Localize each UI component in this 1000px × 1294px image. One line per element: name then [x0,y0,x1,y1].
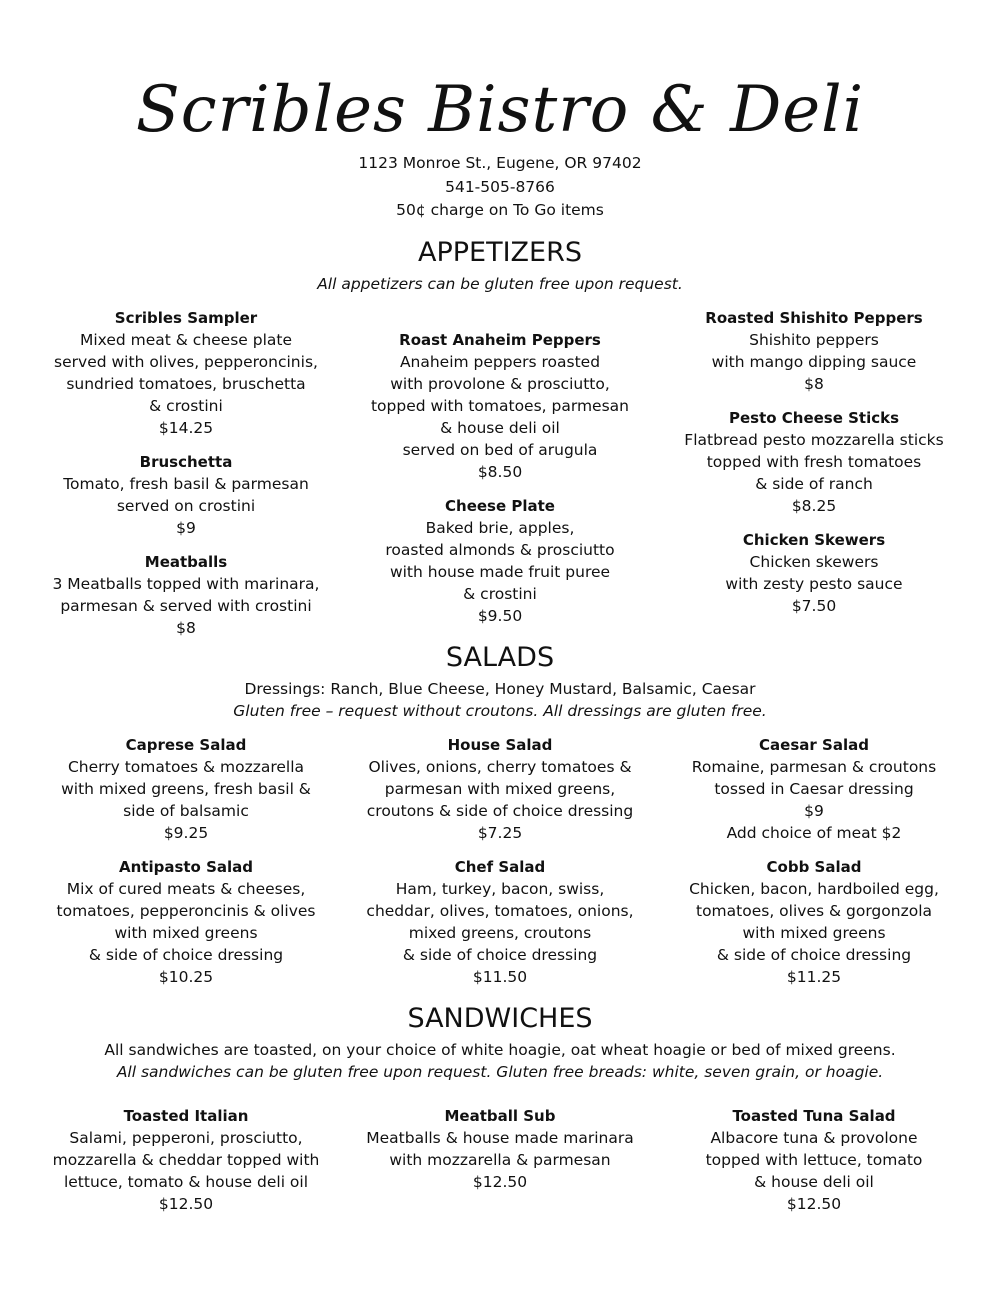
menu-item-price: $8.50 [477,463,523,481]
menu-item-name: Bruschetta [139,453,233,471]
sandwiches-description: All sandwiches are toasted, on your choice of white hoagie, oat wheat hoagie or bed of mixed greens. [104,1041,896,1059]
menu-item-description: with mixed greens [114,924,258,942]
menu-item [664,407,964,517]
menu-item-price: $12.50 [786,1195,842,1213]
togo-note: 50¢ charge on To Go items [396,201,604,219]
salads-heading: SALADS [445,642,555,673]
menu-item-name: Cobb Salad [766,858,862,876]
menu-item [36,451,336,539]
menu-item [350,1105,650,1193]
menu-item-name: Caesar Salad [759,736,869,754]
menu-item-name: Roasted Shishito Peppers [705,309,923,327]
phone: 541-505-8766 [445,178,555,196]
menu-item-description: with mixed greens [742,924,886,942]
menu-item-price: $7.50 [791,597,837,615]
menu-item-description: parmesan & served with crostini [60,597,312,615]
menu-item-description: with mango dipping sauce [711,353,917,371]
menu-item-description: Olives, onions, cherry tomatoes & [368,758,632,776]
menu-item [36,856,336,988]
menu-item-name: Meatballs [144,553,228,571]
appetizers-column-1 [36,307,336,639]
menu-item-price: $14.25 [158,419,214,437]
menu-item-description: Chicken skewers [749,553,879,571]
menu-item [664,307,964,395]
menu-item-description: Mix of cured meats & cheeses, [66,880,306,898]
sandwiches-column-1 [36,1105,336,1215]
menu-item-description: sundried tomatoes, bruschetta [66,375,306,393]
menu-item-description: with provolone & prosciutto, [390,375,610,393]
menu-item-description: & side of choice dressing [716,946,912,964]
menu-item-description: cheddar, olives, tomatoes, onions, [366,902,634,920]
menu-item-description: Romaine, parmesan & croutons [691,758,937,776]
menu-item-description: side of balsamic [123,802,249,820]
menu-item-description: Meatballs & house made marinara [366,1129,634,1147]
menu-item [36,307,336,439]
salads-note: Gluten free – request without croutons. All dressings are gluten free. [233,702,767,720]
menu-item-name: Toasted Tuna Salad [732,1107,896,1125]
menu-item-name: Scribles Sampler [114,309,258,327]
menu-item-description: Cherry tomatoes & mozzarella [67,758,305,776]
menu-item-name: Roast Anaheim Peppers [399,331,601,349]
menu-item-price: $8.25 [791,497,837,515]
menu-item-description: & side of choice dressing [402,946,598,964]
appetizers-note: All appetizers can be gluten free upon request. [317,275,683,293]
menu-item-description: parmesan with mixed greens, [384,780,616,798]
menu-item-description: Ham, turkey, bacon, swiss, [395,880,605,898]
menu-item-description: tomatoes, pepperoncinis & olives [56,902,316,920]
menu-item-description: mozzarella & cheddar topped with [52,1151,320,1169]
menu-item [350,734,650,844]
menu-item-description: & crostini [463,585,537,603]
menu-item-description: & crostini [149,397,223,415]
menu-item-description: roasted almonds & prosciutto [385,541,615,559]
menu-item-name: House Salad [447,736,553,754]
menu-item-name: Chicken Skewers [742,531,886,549]
menu-item-price: $10.25 [158,968,214,986]
sandwiches-note: All sandwiches can be gluten free upon request. Gluten free breads: white, seven grain, or hoagie. [116,1063,884,1081]
menu-item-description: & side of choice dressing [88,946,284,964]
salads-column-3 [664,734,964,988]
menu-item-description: 3 Meatballs topped with marinara, [52,575,320,593]
menu-item-price: $11.50 [472,968,528,986]
menu-item-name: Cheese Plate [445,497,555,515]
sandwiches-column-3 [664,1105,964,1215]
menu-item-price: Add choice of meat $2 [726,824,902,842]
restaurant-title: Scribles Bistro & Deli [135,73,865,147]
menu-item-price: $12.50 [158,1195,214,1213]
menu-item-description: Chicken, bacon, hardboiled egg, [689,880,939,898]
menu-item-name: Antipasto Salad [118,858,253,876]
address: 1123 Monroe St., Eugene, OR 97402 [358,154,642,172]
menu-item-description: topped with fresh tomatoes [706,453,922,471]
menu-item-description: served on crostini [116,497,256,515]
menu-item-price: $8 [804,375,824,393]
menu-item-description: Salami, pepperoni, prosciutto, [69,1129,303,1147]
menu-item-name: Caprese Salad [125,736,247,754]
menu-item-price: $8 [176,619,196,637]
sandwiches-column-2 [350,1105,650,1193]
menu-item-description: & side of ranch [755,475,873,493]
menu-item-name: Pesto Cheese Sticks [728,409,900,427]
menu-item [350,329,650,483]
menu-item [350,495,650,627]
menu-item-price: $12.50 [472,1173,528,1191]
salads-dressings: Dressings: Ranch, Blue Cheese, Honey Mustard, Balsamic, Caesar [244,680,756,698]
menu-item-description: Mixed meat & cheese plate [79,331,293,349]
menu-item-description: tossed in Caesar dressing [714,780,914,798]
menu-item-description: with mozzarella & parmesan [389,1151,611,1169]
menu-item-description: topped with tomatoes, parmesan [370,397,629,415]
menu-item [664,1105,964,1215]
menu-item-name: Meatball Sub [444,1107,556,1125]
menu-item-description: with zesty pesto sauce [725,575,903,593]
menu-item [350,856,650,988]
appetizers-heading: APPETIZERS [417,237,582,268]
menu-item-description: with house made fruit puree [389,563,611,581]
menu-item-description: served with olives, pepperoncinis, [54,353,318,371]
menu-item-price: $11.25 [786,968,842,986]
menu-item-description: Shishito peppers [749,331,879,349]
menu-item-description: Albacore tuna & provolone [710,1129,918,1147]
menu-item [36,734,336,844]
menu-item-description: tomatoes, olives & gorgonzola [696,902,932,920]
menu-item-description: $9 [804,802,824,820]
appetizers-column-3 [664,307,964,617]
salads-column-2 [350,734,650,988]
menu-item-price: $7.25 [477,824,523,842]
menu-item [664,734,964,844]
menu-item-price: $9.50 [477,607,523,625]
menu-item [36,551,336,639]
sandwiches-heading: SANDWICHES [407,1003,593,1034]
menu-item-description: & house deli oil [440,419,560,437]
menu-item-price: $9 [176,519,196,537]
menu-item-description: Tomato, fresh basil & parmesan [63,475,309,493]
menu-item-description: mixed greens, croutons [408,924,592,942]
menu-item-description: Anaheim peppers roasted [399,353,601,371]
menu-item-description: Flatbread pesto mozzarella sticks [684,431,944,449]
menu-item-description: topped with lettuce, tomato [705,1151,923,1169]
salads-column-1 [36,734,336,988]
menu-item [664,856,964,988]
menu-item [36,1105,336,1215]
menu-item-description: croutons & side of choice dressing [366,802,634,820]
menu-item-description: lettuce, tomato & house deli oil [63,1173,309,1191]
menu-item-description: & house deli oil [754,1173,874,1191]
menu-item-description: with mixed greens, fresh basil & [61,780,311,798]
menu-item-price: $9.25 [163,824,209,842]
menu-item-description: Baked brie, apples, [425,519,575,537]
menu-item-description: served on bed of arugula [402,441,598,459]
appetizers-column-2 [350,329,650,627]
menu-item-name: Chef Salad [454,858,546,876]
menu-item [664,529,964,617]
menu-item-name: Toasted Italian [123,1107,249,1125]
